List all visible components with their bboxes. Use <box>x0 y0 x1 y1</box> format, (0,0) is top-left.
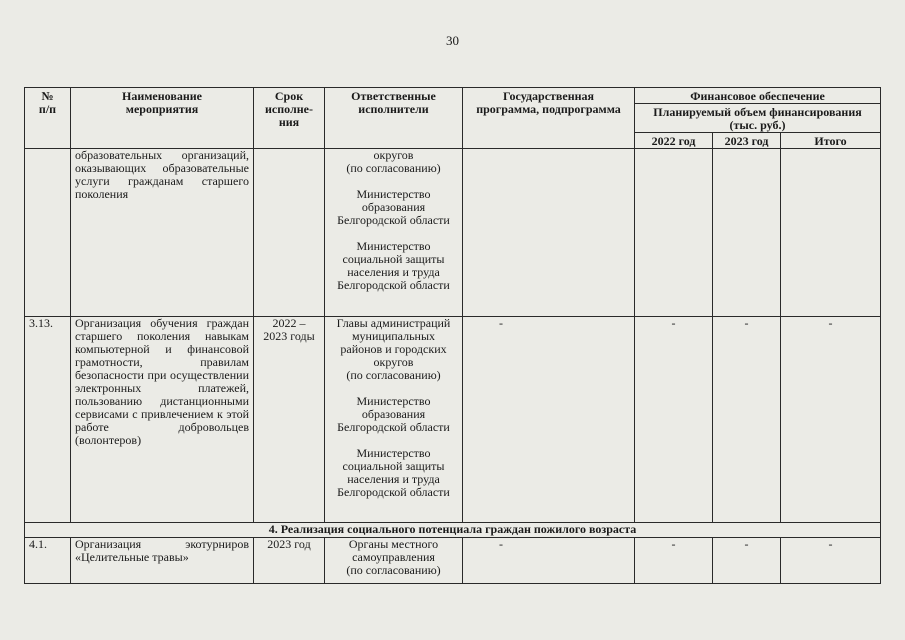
activity-plan-table <box>24 87 881 584</box>
table-row <box>25 317 881 523</box>
header-row-1 <box>25 88 881 104</box>
row-total: - <box>781 317 881 523</box>
row-2023: - <box>713 317 781 523</box>
header-responsible: Ответственные исполнители <box>325 88 463 149</box>
row-2022: - <box>635 538 713 584</box>
header-year-2023: 2023 год <box>713 133 781 149</box>
header-name: Наименование мероприятия <box>71 88 254 149</box>
row-name: Организация обучения граждан старшего поколения навыкам компьютерной и финансовой грамотности, правилам безопасности при осуществлении электронных платежей, пользованию дистанционными сервисами с привлечением к этой работе добровольцев (волонтеров) <box>71 317 254 523</box>
row-responsible: округов (по согласованию) Министерство образования Белгородской области Министерство социальной защиты населения и труда Белгородской области <box>325 149 463 317</box>
header-program: Государственная программа, подпрограмма <box>463 88 635 149</box>
section-title: 4. Реализация социального потенциала граждан пожилого возраста <box>25 523 881 538</box>
row-2023: - <box>713 538 781 584</box>
row-name: Организация экотурниров «Целительные травы» <box>71 538 254 584</box>
row-program: - <box>463 538 635 584</box>
header-finance: Финансовое обеспечение <box>635 88 881 104</box>
row-responsible: Главы администраций муниципальных районов и городских округов (по согласованию) Министерство образования Белгородской области Министерство социальной защиты населения и труда Белгородской области <box>325 317 463 523</box>
row-2022 <box>635 149 713 317</box>
header-num: № п/п <box>25 88 71 149</box>
row-2022: - <box>635 317 713 523</box>
table-row <box>25 538 881 584</box>
row-program <box>463 149 635 317</box>
header-total: Итого <box>781 133 881 149</box>
row-term <box>254 149 325 317</box>
row-num <box>25 149 71 317</box>
header-planned: Планируемый объем финансирования (тыс. руб.) <box>635 104 881 133</box>
row-name: образовательных организаций, оказывающих образовательные услуги гражданам старшего поколения <box>71 149 254 317</box>
row-num: 4.1. <box>25 538 71 584</box>
row-term: 2022 – 2023 годы <box>254 317 325 523</box>
section-row <box>25 523 881 538</box>
table-row <box>25 149 881 317</box>
row-program: - <box>463 317 635 523</box>
row-total <box>781 149 881 317</box>
page-number: 30 <box>446 33 459 48</box>
row-num: 3.13. <box>25 317 71 523</box>
header-term: Срок исполне- ния <box>254 88 325 149</box>
row-responsible: Органы местного самоуправления (по согласованию) <box>325 538 463 584</box>
row-term: 2023 год <box>254 538 325 584</box>
header-year-2022: 2022 год <box>635 133 713 149</box>
row-2023 <box>713 149 781 317</box>
row-total: - <box>781 538 881 584</box>
